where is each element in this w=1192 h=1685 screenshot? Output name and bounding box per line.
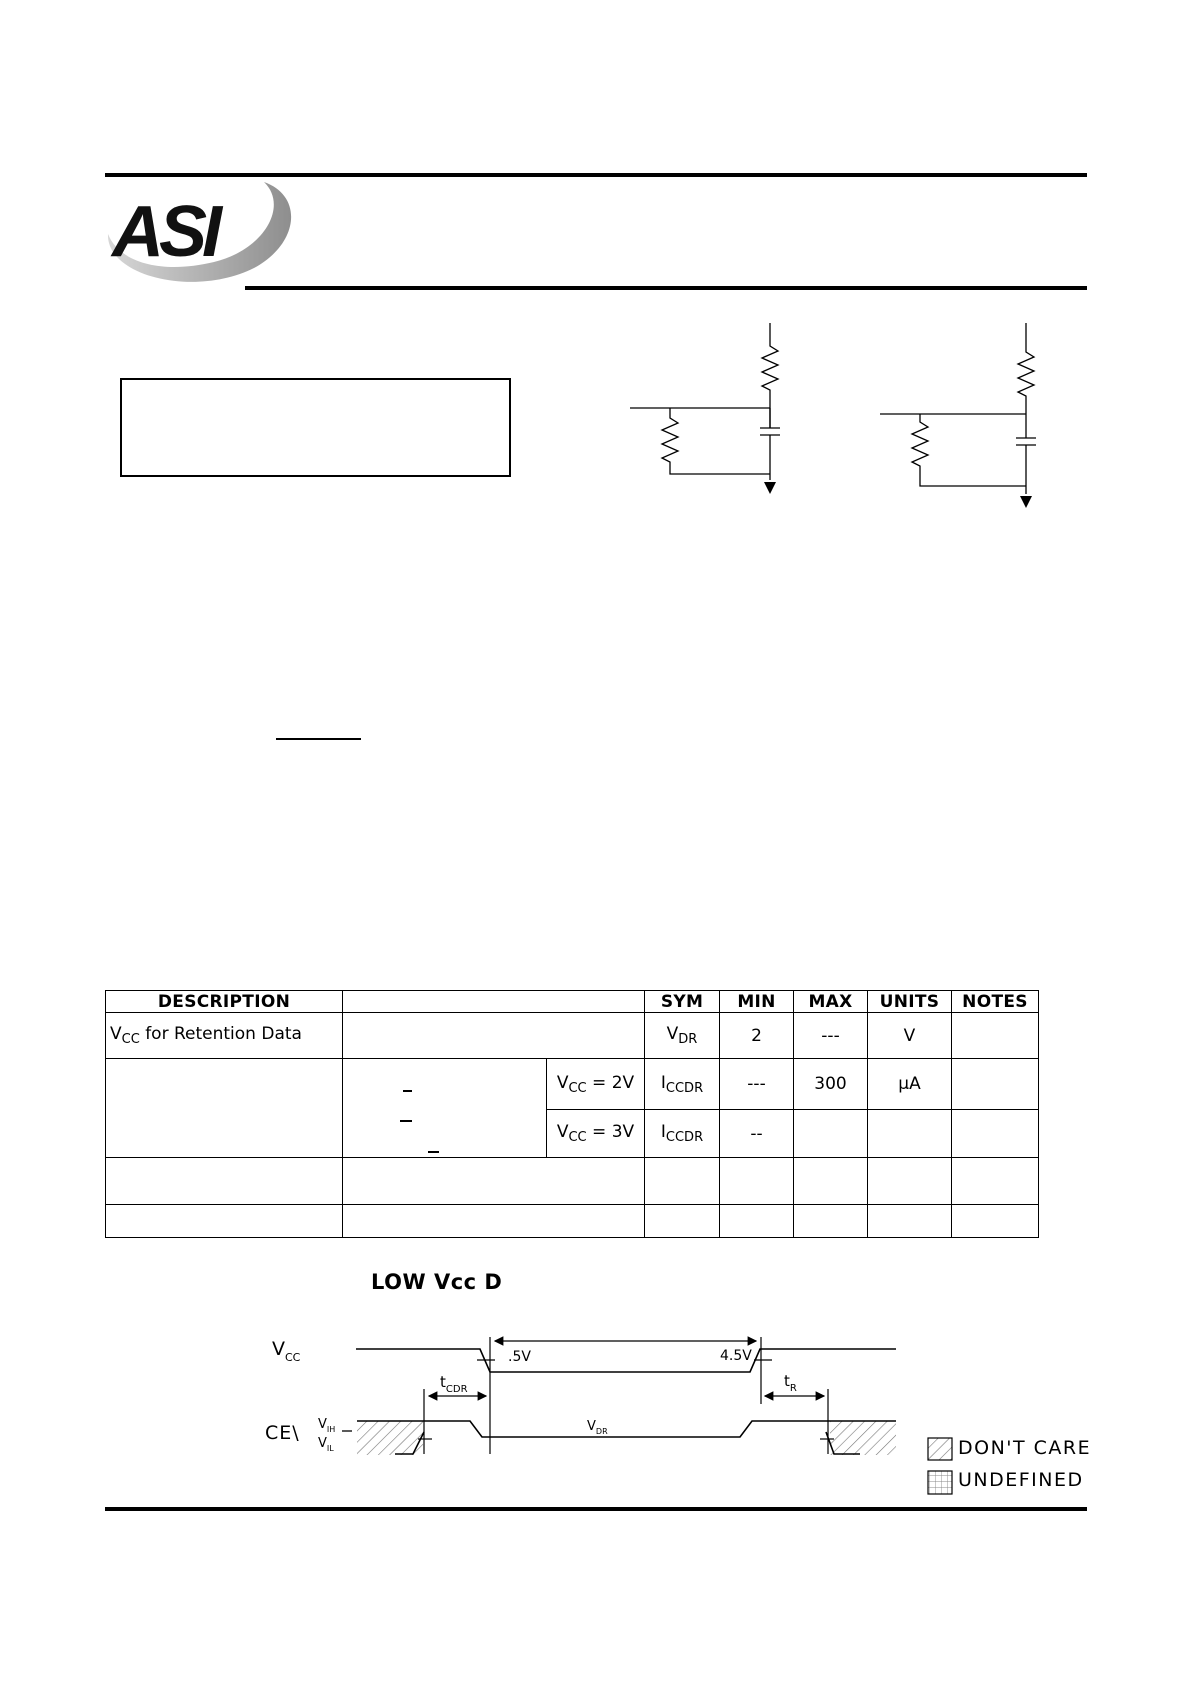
header-sym: SYM — [645, 991, 720, 1013]
vih-label: $V_{IH}$ — [318, 1417, 336, 1434]
asi-logo — [104, 176, 304, 296]
ce-label: CE\ — [265, 1422, 300, 1444]
ce-dont-care-region-left — [357, 1421, 423, 1455]
cell-max — [794, 1158, 868, 1205]
test-load-circuits — [620, 318, 1090, 518]
cell-notes — [952, 1013, 1039, 1059]
condition-mark — [403, 1090, 412, 1092]
ce-waveform — [357, 1421, 896, 1454]
table-row — [106, 1158, 1039, 1205]
vdr-label: $V_{DR}$ — [587, 1419, 608, 1436]
cell-conditions — [343, 1013, 645, 1059]
legend-undefined-label: UNDEFINED — [958, 1469, 1084, 1491]
header-notes: NOTES — [952, 991, 1039, 1013]
cell-min: -- — [720, 1110, 794, 1158]
vil-label: $V_{IL}$ — [318, 1436, 334, 1453]
cell-units — [868, 1110, 952, 1158]
cell-notes — [952, 1059, 1039, 1110]
cell-max: --- — [794, 1013, 868, 1059]
cell-min: 2 — [720, 1013, 794, 1059]
vcc-waveform — [356, 1349, 896, 1372]
header-min: MIN — [720, 991, 794, 1013]
cell-notes — [952, 1205, 1039, 1238]
footer-rule — [105, 1507, 1087, 1511]
table-row — [106, 1013, 1039, 1059]
logo-text: ASI — [112, 192, 218, 272]
cell-sym: $V_{DR}$ — [645, 1013, 720, 1059]
cell-supply: $V_{CC} = 3V$ — [547, 1110, 645, 1158]
level-high-label: 4.5V — [720, 1348, 752, 1364]
cell-units: µA — [868, 1059, 952, 1110]
legend-dont-care-swatch — [928, 1438, 952, 1460]
cell-description: $V_{CC}$ for Retention Data — [106, 1013, 343, 1059]
ce-dont-care-region-right — [830, 1421, 896, 1455]
cell-min: --- — [720, 1059, 794, 1110]
cell-units — [868, 1205, 952, 1238]
cell-sym — [645, 1158, 720, 1205]
test-load-circuit-2 — [880, 323, 1036, 494]
cell-description — [106, 1059, 343, 1158]
cell-max: 300 — [794, 1059, 868, 1110]
table-header-row — [106, 991, 1039, 1013]
data-retention-table — [105, 990, 1039, 1238]
condition-mark — [428, 1151, 439, 1153]
legend-undefined-swatch — [928, 1471, 952, 1494]
ce-overline-mark — [276, 738, 361, 740]
notice-box — [120, 378, 511, 477]
tcdr-label: $t_{CDR}$ — [440, 1373, 468, 1395]
tr-label: $t_R$ — [784, 1372, 797, 1394]
cell-sym: $I_{CCDR}$ — [645, 1059, 720, 1110]
cell-units — [868, 1158, 952, 1205]
cell-description — [106, 1205, 343, 1238]
table-row — [106, 1059, 1039, 1110]
cell-max — [794, 1205, 868, 1238]
cell-conditions — [343, 1158, 645, 1205]
cell-supply: $V_{CC} = 2V$ — [547, 1059, 645, 1110]
condition-mark — [400, 1120, 412, 1122]
cell-notes — [952, 1110, 1039, 1158]
header-conditions — [343, 991, 645, 1013]
table-row — [106, 1205, 1039, 1238]
waveform-title: LOW Vcc D — [371, 1270, 503, 1294]
cell-max — [794, 1110, 868, 1158]
vcc-label: $V_{CC}$ — [272, 1338, 301, 1364]
cell-description — [106, 1158, 343, 1205]
legend-dont-care-label: DON'T CARE — [958, 1437, 1092, 1459]
header-description: DESCRIPTION — [106, 991, 343, 1013]
cell-conditions — [343, 1205, 645, 1238]
level-low-label: .5V — [508, 1349, 531, 1365]
test-load-circuit-1 — [630, 323, 780, 480]
cell-conditions — [343, 1059, 547, 1158]
header-units: UNITS — [868, 991, 952, 1013]
header-max: MAX — [794, 991, 868, 1013]
cell-sym — [645, 1205, 720, 1238]
cell-units: V — [868, 1013, 952, 1059]
cell-sym: $I_{CCDR}$ — [645, 1110, 720, 1158]
header-bottom-rule — [245, 286, 1087, 290]
cell-notes — [952, 1158, 1039, 1205]
cell-min — [720, 1158, 794, 1205]
cell-min — [720, 1205, 794, 1238]
